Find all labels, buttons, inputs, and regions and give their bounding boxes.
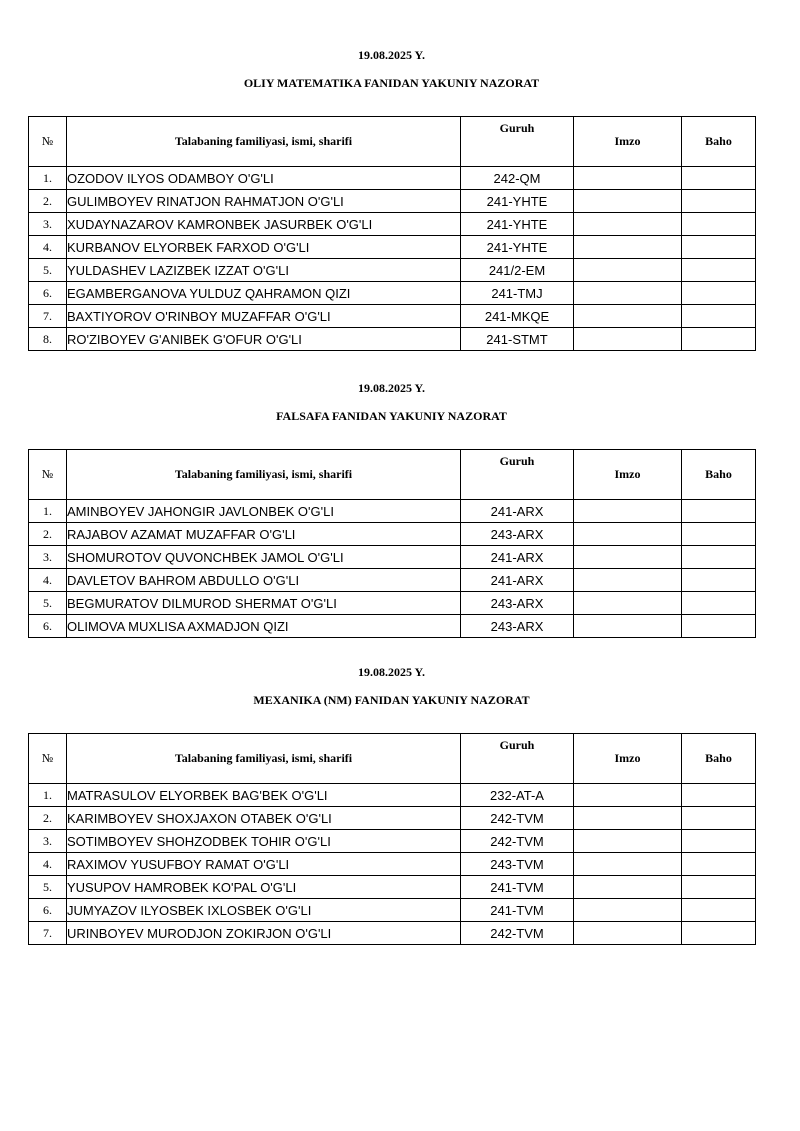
group-code: 243-ARX	[461, 592, 574, 615]
table-row	[29, 523, 756, 546]
student-name: AMINBOYEV JAHONGIR JAVLONBEK O'G'LI	[67, 500, 461, 523]
row-number: 4.	[29, 569, 67, 592]
signature-cell	[574, 853, 682, 876]
group-code: 241-ARX	[461, 500, 574, 523]
row-number: 5.	[29, 259, 67, 282]
group-code: 242-TVM	[461, 807, 574, 830]
section-date: 19.08.2025 Y.	[357, 381, 426, 395]
signature-cell	[574, 305, 682, 328]
signature-cell	[574, 282, 682, 305]
group-code: 241-TVM	[461, 899, 574, 922]
table-row	[29, 259, 756, 282]
row-number: 5.	[29, 592, 67, 615]
student-table	[28, 449, 756, 638]
grade-cell	[682, 899, 756, 922]
section-date: 19.08.2025 Y.	[357, 48, 426, 62]
group-code: 242-QM	[461, 167, 574, 190]
row-number: 4.	[29, 853, 67, 876]
grade-cell	[682, 853, 756, 876]
header-signature: Imzo	[574, 734, 682, 784]
signature-cell	[574, 190, 682, 213]
row-number: 6.	[29, 899, 67, 922]
row-number: 1.	[29, 167, 67, 190]
signature-cell	[574, 328, 682, 351]
table-row	[29, 328, 756, 351]
row-number: 6.	[29, 615, 67, 638]
group-code: 242-TVM	[461, 830, 574, 853]
group-code: 241-ARX	[461, 546, 574, 569]
table-row	[29, 500, 756, 523]
signature-cell	[574, 615, 682, 638]
grade-cell	[682, 592, 756, 615]
section-date: 19.08.2025 Y.	[357, 665, 426, 679]
table-row	[29, 282, 756, 305]
table-row	[29, 546, 756, 569]
signature-cell	[574, 167, 682, 190]
table-row	[29, 876, 756, 899]
signature-cell	[574, 876, 682, 899]
row-number: 1.	[29, 784, 67, 807]
table-row	[29, 569, 756, 592]
student-name: RAJABOV AZAMAT MUZAFFAR O'G'LI	[67, 523, 461, 546]
group-code: 243-ARX	[461, 523, 574, 546]
group-code: 242-TVM	[461, 922, 574, 945]
grade-cell	[682, 546, 756, 569]
grade-cell	[682, 523, 756, 546]
row-number: 3.	[29, 546, 67, 569]
grade-cell	[682, 500, 756, 523]
student-name: DAVLETOV BAHROM ABDULLO O'G'LI	[67, 569, 461, 592]
student-name: SHOMUROTOV QUVONCHBEK JAMOL O'G'LI	[67, 546, 461, 569]
section-title: MEXANIKA (NM) FANIDAN YAKUNIY NAZORAT	[253, 693, 530, 707]
header-grade: Baho	[682, 117, 756, 167]
student-name: OZODOV ILYOS ODAMBOY O'G'LI	[67, 167, 461, 190]
grade-cell	[682, 213, 756, 236]
grade-cell	[682, 190, 756, 213]
grade-cell	[682, 259, 756, 282]
grade-cell	[682, 236, 756, 259]
signature-cell	[574, 807, 682, 830]
group-code: 241-TMJ	[461, 282, 574, 305]
group-code: 243-TVM	[461, 853, 574, 876]
signature-cell	[574, 546, 682, 569]
row-number: 2.	[29, 190, 67, 213]
exam-section-falsafa	[28, 380, 755, 638]
group-code: 241-MKQE	[461, 305, 574, 328]
row-number: 5.	[29, 876, 67, 899]
signature-cell	[574, 922, 682, 945]
group-code: 243-ARX	[461, 615, 574, 638]
student-name: RAXIMOV YUSUFBOY RAMAT O'G'LI	[67, 853, 461, 876]
table-row	[29, 784, 756, 807]
signature-cell	[574, 569, 682, 592]
signature-cell	[574, 213, 682, 236]
header-signature: Imzo	[574, 117, 682, 167]
header-grade: Baho	[682, 450, 756, 500]
header-grade: Baho	[682, 734, 756, 784]
table-row	[29, 167, 756, 190]
header-number: №	[29, 117, 67, 167]
row-number: 4.	[29, 236, 67, 259]
student-name: RO'ZIBOYEV G'ANIBEK G'OFUR O'G'LI	[67, 328, 461, 351]
row-number: 1.	[29, 500, 67, 523]
group-code: 241-YHTE	[461, 213, 574, 236]
signature-cell	[574, 899, 682, 922]
student-table	[28, 733, 756, 945]
table-row	[29, 853, 756, 876]
student-name: SOTIMBOYEV SHOHZODBEK TOHIR O'G'LI	[67, 830, 461, 853]
student-name: YUSUPOV HAMROBEK KO'PAL O'G'LI	[67, 876, 461, 899]
student-name: KARIMBOYEV SHOXJAXON OTABEK O'G'LI	[67, 807, 461, 830]
header-group: Guruh	[461, 117, 574, 167]
table-header-row	[29, 117, 756, 167]
student-name: YULDASHEV LAZIZBEK IZZAT O'G'LI	[67, 259, 461, 282]
student-name: MATRASULOV ELYORBEK BAG'BEK O'G'LI	[67, 784, 461, 807]
table-row	[29, 236, 756, 259]
row-number: 3.	[29, 830, 67, 853]
row-number: 7.	[29, 922, 67, 945]
student-name: BAXTIYOROV O'RINBOY MUZAFFAR O'G'LI	[67, 305, 461, 328]
student-name: OLIMOVA MUXLISA AXMADJON QIZI	[67, 615, 461, 638]
table-row	[29, 922, 756, 945]
table-row	[29, 615, 756, 638]
student-name: EGAMBERGANOVA YULDUZ QAHRAMON QIZI	[67, 282, 461, 305]
table-row	[29, 213, 756, 236]
grade-cell	[682, 615, 756, 638]
table-row	[29, 190, 756, 213]
group-code: 241-TVM	[461, 876, 574, 899]
grade-cell	[682, 282, 756, 305]
header-number: №	[29, 734, 67, 784]
grade-cell	[682, 167, 756, 190]
table-row	[29, 830, 756, 853]
header-group: Guruh	[461, 734, 574, 784]
student-name: KURBANOV ELYORBEK FARXOD O'G'LI	[67, 236, 461, 259]
student-name: BEGMURATOV DILMUROD SHERMAT O'G'LI	[67, 592, 461, 615]
table-row	[29, 592, 756, 615]
signature-cell	[574, 523, 682, 546]
table-row	[29, 807, 756, 830]
table-row	[29, 899, 756, 922]
row-number: 6.	[29, 282, 67, 305]
row-number: 2.	[29, 807, 67, 830]
student-name: XUDAYNAZAROV KAMRONBEK JASURBEK O'G'LI	[67, 213, 461, 236]
exam-section-mexanika	[28, 664, 755, 945]
section-title: OLIY MATEMATIKA FANIDAN YAKUNIY NAZORAT	[243, 76, 540, 90]
row-number: 7.	[29, 305, 67, 328]
table-row	[29, 305, 756, 328]
header-number: №	[29, 450, 67, 500]
table-header-row	[29, 450, 756, 500]
signature-cell	[574, 592, 682, 615]
header-student-name: Talabaning familiyasi, ismi, sharifi	[67, 450, 461, 500]
exam-section-oliy-matematika	[28, 47, 755, 351]
grade-cell	[682, 305, 756, 328]
row-number: 3.	[29, 213, 67, 236]
grade-cell	[682, 784, 756, 807]
table-header-row	[29, 734, 756, 784]
grade-cell	[682, 569, 756, 592]
signature-cell	[574, 500, 682, 523]
row-number: 8.	[29, 328, 67, 351]
grade-cell	[682, 328, 756, 351]
row-number: 2.	[29, 523, 67, 546]
group-code: 241-STMT	[461, 328, 574, 351]
signature-cell	[574, 259, 682, 282]
student-table	[28, 116, 756, 351]
header-group: Guruh	[461, 450, 574, 500]
group-code: 241-YHTE	[461, 190, 574, 213]
header-student-name: Talabaning familiyasi, ismi, sharifi	[67, 734, 461, 784]
grade-cell	[682, 876, 756, 899]
student-name: URINBOYEV MURODJON ZOKIRJON O'G'LI	[67, 922, 461, 945]
group-code: 241-ARX	[461, 569, 574, 592]
signature-cell	[574, 784, 682, 807]
grade-cell	[682, 807, 756, 830]
grade-cell	[682, 922, 756, 945]
student-name: JUMYAZOV ILYOSBEK IXLOSBEK O'G'LI	[67, 899, 461, 922]
header-signature: Imzo	[574, 450, 682, 500]
group-code: 232-AT-A	[461, 784, 574, 807]
signature-cell	[574, 830, 682, 853]
grade-cell	[682, 830, 756, 853]
section-title: FALSAFA FANIDAN YAKUNIY NAZORAT	[276, 409, 507, 423]
group-code: 241-YHTE	[461, 236, 574, 259]
signature-cell	[574, 236, 682, 259]
student-name: GULIMBOYEV RINATJON RAHMATJON O'G'LI	[67, 190, 461, 213]
group-code: 241/2-EM	[461, 259, 574, 282]
header-student-name: Talabaning familiyasi, ismi, sharifi	[67, 117, 461, 167]
